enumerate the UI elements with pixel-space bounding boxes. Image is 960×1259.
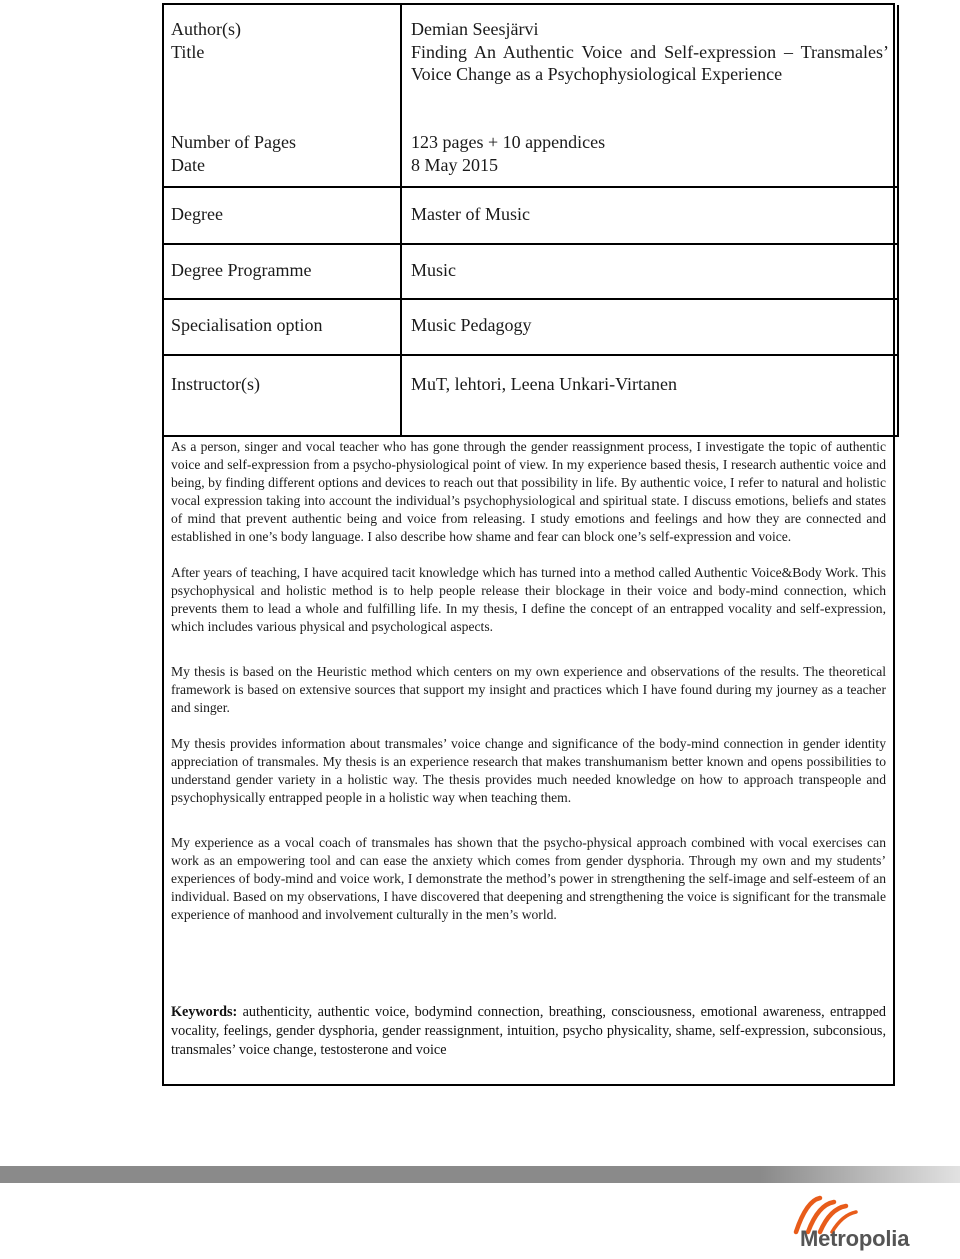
keywords-text: authenticity, authentic voice, bodymind connection, breathing, consciousness, emotional awareness, entrapped vocality, feelings, gender dysphoria, gender reassignment, intuition, psycho physicality, shame, self-expression, subconsious, transmales’ voice change, testosterone and voice [171,1004,886,1058]
programme-value: Music [411,260,456,280]
abstract-paragraph-1: As a person, singer and vocal teacher who has gone through the gender reassignment process, I investigate the topic of authentic voice and self-expression from a psycho-physiological point of view. In my experience based thesis, I research authentic voice and being, by finding different options and devices to reach out that possibility in life. By authentic voice, I refer to natural and holistic vocal expression taking into account the individual’s psychophysiological and spiritual state. I discuss emotions, beliefs and states of mind that prevent authentic being and voice from releasing. I study emotions and feelings and how they are connected and established in one’s body language. I also describe how shame and fear can block one’s self-expression and voice. [171,439,886,544]
pages-date-labels [171,131,393,176]
abstract-paragraph-2: After years of teaching, I have acquired tacit knowledge which has turned into a method called Authentic Voice&Body Work. This psychophysical and holistic method is to help people release their blockage in their voice and body-mind connection, which prevents them to lead a whole and fulfilling life. In my thesis, I define the concept of an entrapped vocality and self-expression, which includes various physical and psychological aspects. [171,565,886,634]
pages-label: Number of Pages [171,132,296,152]
specialisation-label: Specialisation option [171,315,323,335]
author-label: Author(s) [171,19,241,39]
abstract-sheet [162,3,895,1086]
footer-bar-fade [760,1166,960,1183]
date-label: Date [171,154,205,175]
author-name: Demian Seesjärvi [411,19,539,39]
instructor-value: MuT, lehtori, Leena Unkari-Virtanen [411,374,677,394]
row-author-title [164,5,899,188]
abstract-paragraph-3: My thesis is based on the Heuristic method which centers on my own experience and observations of the results. The theoretical framework is based on extensive sources that support my insight and practices which I have found during my journey as a teacher and singer. [171,664,886,715]
author-title-values [411,18,889,86]
footer-bar [0,1166,960,1183]
metropolia-wordmark: Metropolia [800,1226,910,1251]
page-count: 123 pages + 10 appendices [411,132,606,152]
abstract-body [171,438,886,924]
thesis-title: Finding An Authentic Voice and Self-expression – Transmales’ Voice Change as a Psychophysiological Experience [411,41,889,84]
specialisation-value: Music Pedagogy [411,315,532,335]
row-programme [164,245,899,300]
keywords-label: Keywords: [171,1004,238,1020]
programme-label: Degree Programme [171,260,312,280]
abstract-paragraph-4: My thesis provides information about transmales’ voice change and significance of the body-mind connection in gender identity appreciation of transmales. My thesis is an experience research that makes transhumanism better known and opens possibilities to understand gender variety in a holistic way. The thesis provides much needed knowledge on how to approach transpeople and psychophysically entrapped people in a holistic way when teaching them. [171,736,886,805]
row-instructor [164,356,899,437]
instructor-label: Instructor(s) [171,374,260,394]
degree-label: Degree [171,204,223,224]
keywords-section [171,1003,886,1060]
degree-value: Master of Music [411,204,530,224]
row-specialisation [164,300,899,356]
row-degree [164,188,899,245]
title-label: Title [171,41,205,62]
author-title-labels [171,18,393,63]
abstract-paragraph-5: My experience as a vocal coach of transmales has shown that the psycho-physical approach combined with vocal exercises can work as an empowering tool and can ease the anxiety which comes from gender dysphoria. Through my own and my students’ experiences of body-mind and voice work, I demonstrate the method’s power in strengthening the self-image and self-esteem of an individual. Based on my observations, I have discovered that deepening and strengthening the voice is significant for the transmale experience of manhood and involvement culturally in the men’s world. [171,835,886,922]
pages-date-values [411,131,889,176]
date-value: 8 May 2015 [411,154,498,175]
